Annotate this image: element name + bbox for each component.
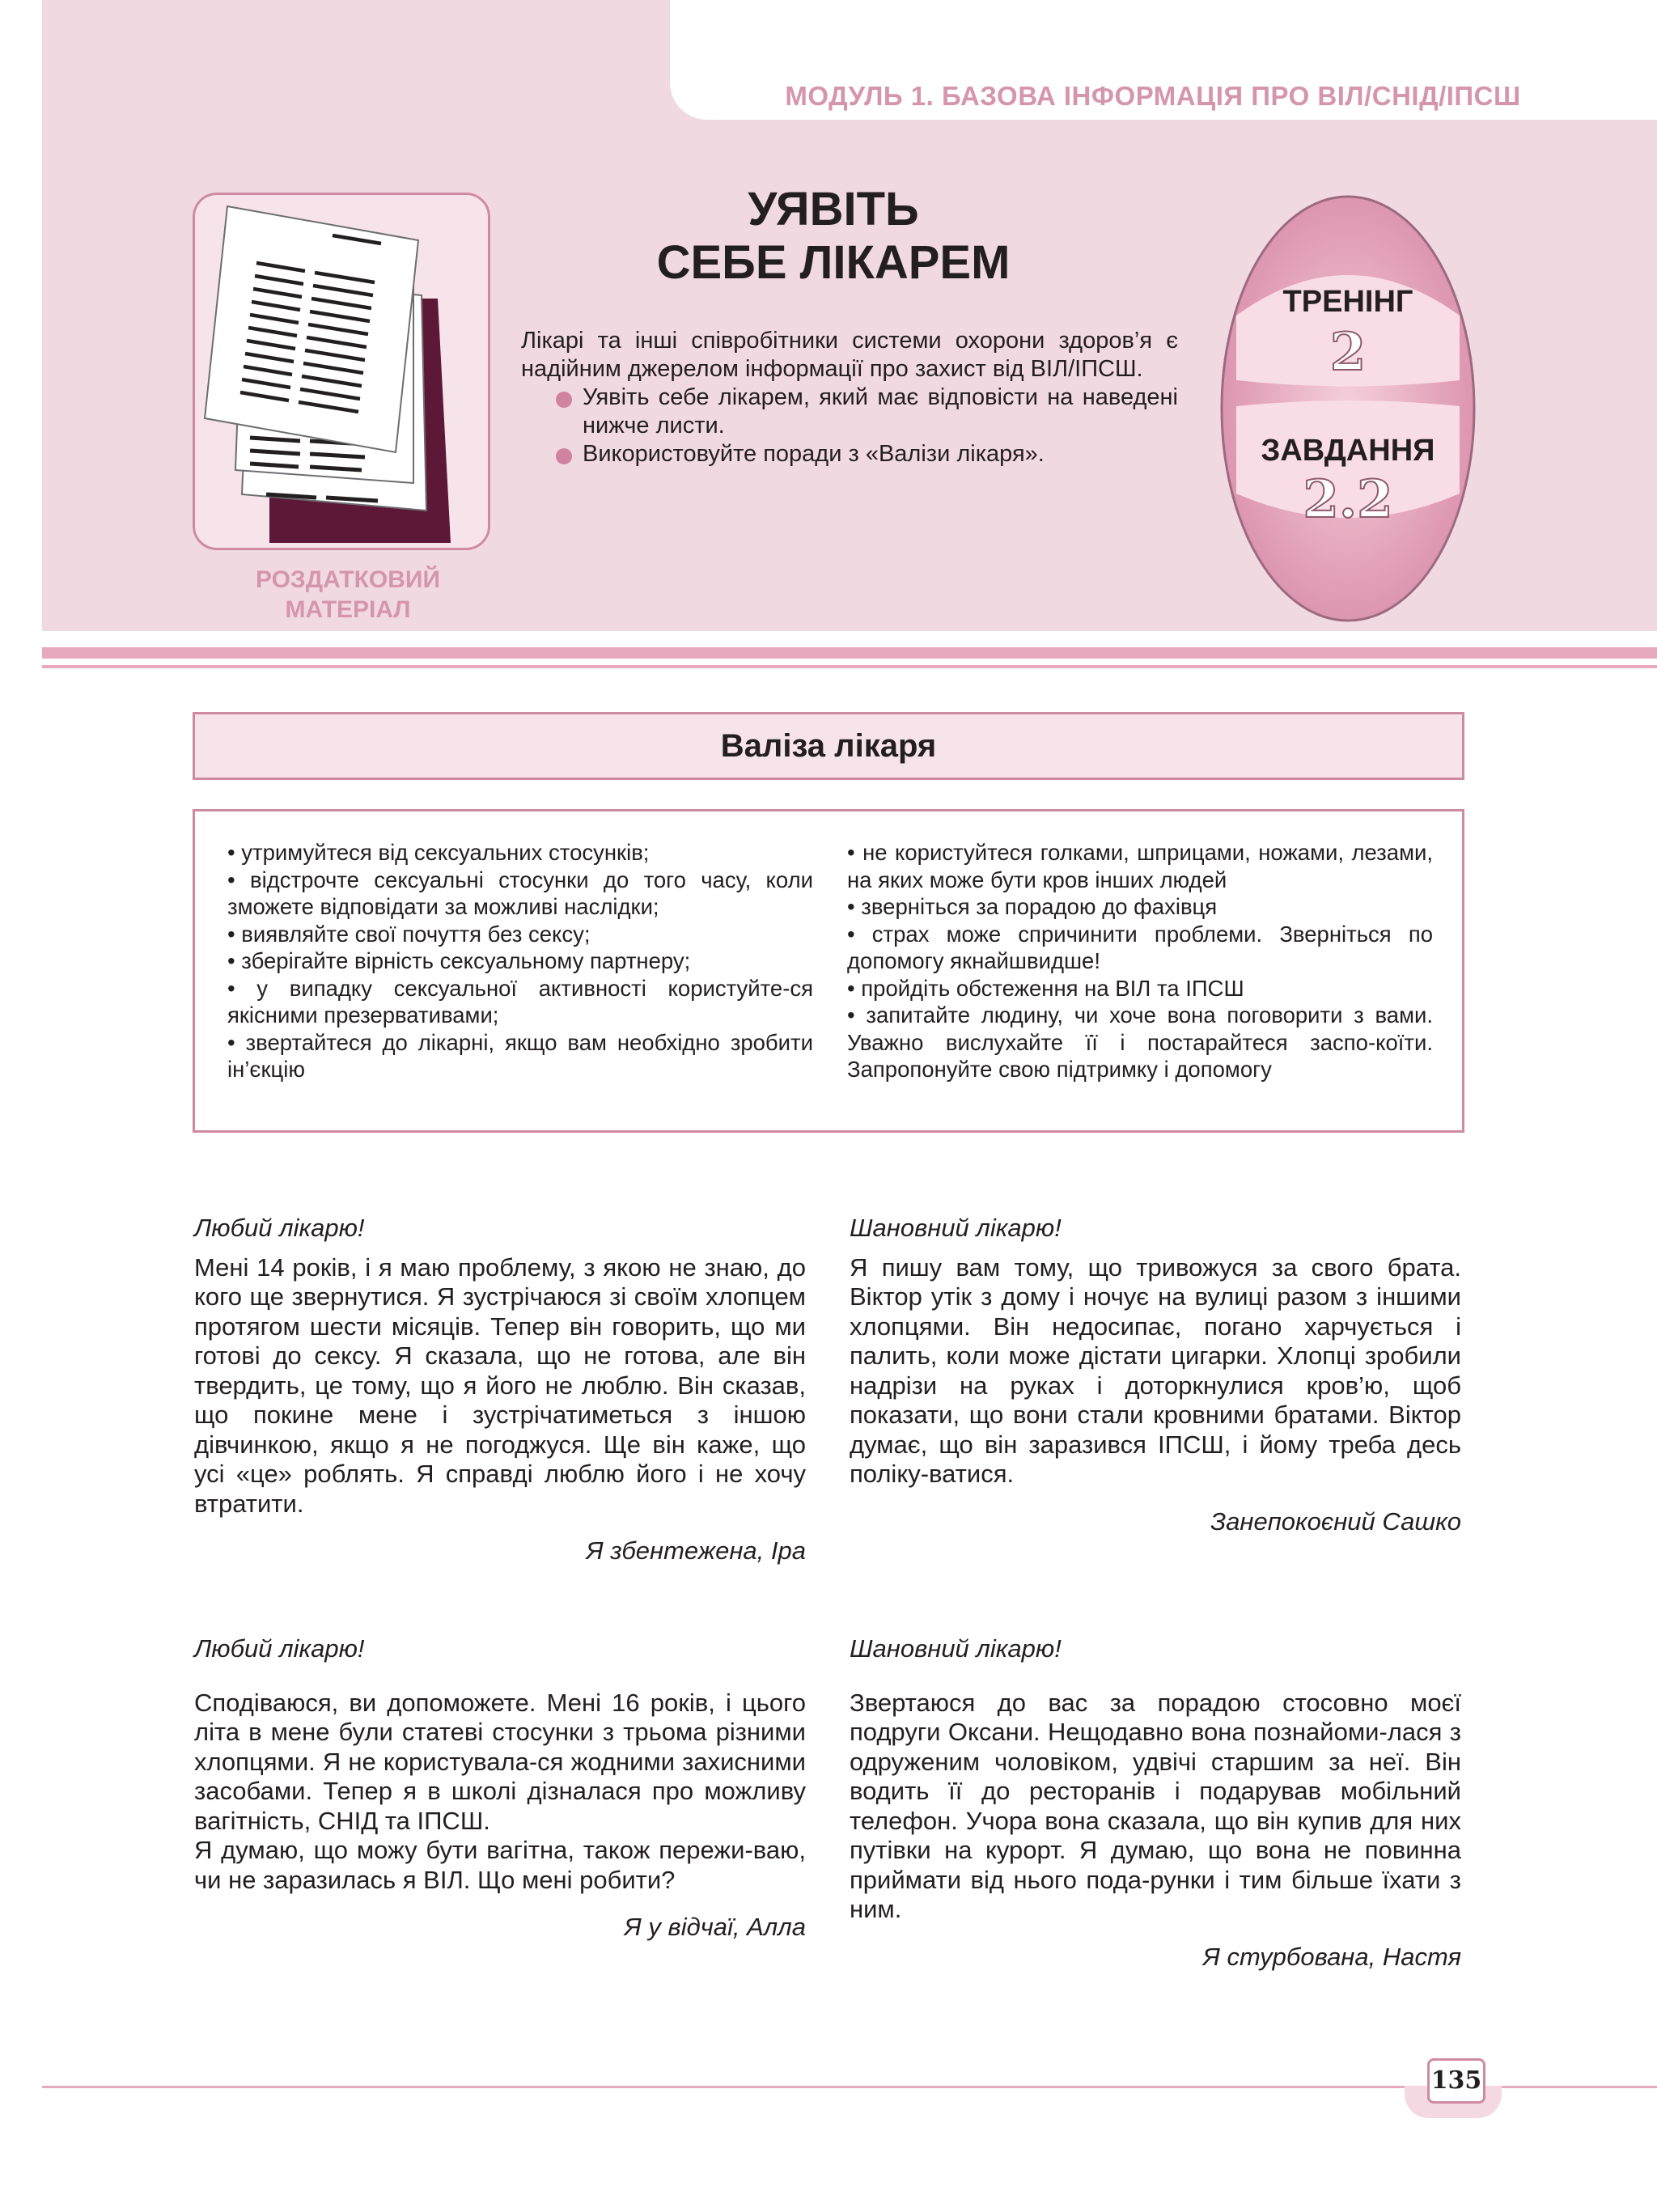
divider-stripe-thin [42,665,1657,668]
tips-column-left [227,839,813,1083]
letter-greeting: Шановний лікарю! [850,1634,1062,1663]
documents-icon [195,195,488,548]
divider-stripe [42,647,1657,659]
tip-item: • виявляйте свої почуття без сексу; [227,921,591,947]
letter-1 [194,1214,806,1566]
letter-signature: Занепокоєний Сашко [1210,1506,1461,1536]
intro-bullet: Уявіть себе лікарем, який має відповісти на наведені нижче листи. [521,383,1178,440]
tip-item: • не користуйтеся голками, шприцами, ножами, лезами, на яких може бути кров інших людей [847,840,1433,892]
page-title: УЯВІТЬ СЕБЕ ЛІКАРЕМ [656,183,1011,289]
tip-item: • запитайте людину, чи хоче вона поговорити з вами. Уважно вислухайте її і постарайтеся заспо-коїти. Запропонуйте свою підтримку і допомогу [847,1002,1433,1082]
training-label: ТРЕНІНГ [1282,285,1413,319]
letter-paragraph: Мені 14 років, і я маю проблему, з якою не знаю, до кого ще звернутися. Я зустрічаюся зі своїм хлопцем протягом шести місяців. Тепер він говорить, що ми готові до сексу. Я сказала, що не готова, але він твердить, це тому, що я його не люблю. Він сказав, що покине мене і зустрічатиметься з іншою дівчинкою, якщо я не погоджуся. Ще він каже, що усі «це» роблять. Я справді люблю його і не хочу втратити. [194,1252,806,1518]
letter-body [850,1253,1461,1489]
handout-icon-frame [193,193,490,550]
intro-paragraph: Лікарі та інші співробітники системи охорони здоров’я є надійним джерелом інформації про захист від ВІЛ/ІПСШ. [521,328,1178,382]
letter-paragraph: Звертаюся до вас за порадою стосовно моєї подруги Оксани. Нещодавно вона познайоми-лася з одруженим чоловіком, удвічі старшим за неї. Він водить її до ресторанів і подарував мобільний телефон. Учора вона сказала, що він купив для них путівки на курорт. Я думаю, що вона не повинна приймати від нього пода-рунки і тим більше їхати з ним. [850,1688,1461,1923]
letter-paragraph: Я думаю, що можу бути вагітна, також пережи-ваю, чи не заразилась я ВІЛ. Що мені робити? [194,1836,806,1894]
letter-2 [850,1214,1461,1536]
section-title: Валіза лікаря [193,712,1464,780]
letter-body [194,1253,806,1519]
task-number: 2.2 [1303,469,1393,530]
tip-item: • зберігайте вірність сексуальному партнеру; [227,948,691,973]
tip-item: • страх може спричинити проблеми. Зверніться по допомогу якнайшвидше! [847,921,1433,973]
tip-item: • звертайтеся до лікарні, якщо вам необхідно зробити ін’єкцію [227,1029,813,1082]
intro-bullet: Використовуйте поради з «Валізи лікаря». [521,440,1178,468]
tip-item: • зверніться за порадою до фахівця [847,894,1218,919]
letter-3 [194,1634,806,1943]
letter-4 [850,1634,1461,1972]
letter-body [850,1689,1461,1925]
tips-column-right [847,839,1433,1083]
letter-signature: Я стурбована, Настя [1202,1942,1461,1971]
handout-label: РОЗДАТКОВИЙ МАТЕРІАЛ [255,566,441,623]
intro-text [521,327,1178,468]
letter-greeting: Любий лікарю! [194,1214,365,1242]
letter-greeting: Шановний лікарю! [850,1214,1062,1242]
letter-body [194,1689,806,1896]
intro-bullets [521,383,1178,468]
task-label: ЗАВДАННЯ [1261,434,1435,468]
training-number: 2 [1329,322,1367,383]
letter-greeting: Любий лікарю! [194,1634,365,1663]
training-badge [1218,194,1477,623]
tips-box [193,809,1464,1133]
letter-paragraph: Я пишу вам тому, що тривожуся за свого брата. Віктор утік з дому і ночує на вулиці разом з іншими хлопцями. Він недосипає, погано харчується і палить, коли може дістати цигарки. Хлопці зробили надрізи на руках і доторкнулися кров’ю, щоб показати, що вони стали кровними братами. Віктор думає, що він заразився ІПСШ, і йому треба десь поліку-ватися. [850,1252,1461,1488]
letter-signature: Я у відчаї, Алла [624,1913,806,1941]
tip-item: • у випадку сексуальної активності користуйте-ся якісними презервативами; [227,975,813,1028]
module-title: МОДУЛЬ 1. БАЗОВА ІНФОРМАЦІЯ ПРО ВІЛ/СНІД/ІПСШ [785,81,1521,111]
tip-item: • утримуйтеся від сексуальних стосунків; [227,840,650,865]
tip-item: • відстрочте сексуальні стосунки до того часу, коли зможете відповідати за можливі наслідки; [227,867,813,919]
badge-oval [1218,194,1477,623]
letter-paragraph: Сподіваюся, ви допоможете. Мені 16 років, і цього літа в мене були статеві стосунки з трьома різними хлопцями. Я не користувала-ся жодними захисними засобами. Тепер я в школі дізналася про можливу вагітність, СНІД та ІПСШ. [194,1688,806,1835]
tip-item: • пройдіть обстеження на ВІЛ та ІПСШ [847,975,1244,1001]
page-number: 135 [1427,2058,1485,2104]
letter-signature: Я збентежена, Іра [586,1536,806,1565]
